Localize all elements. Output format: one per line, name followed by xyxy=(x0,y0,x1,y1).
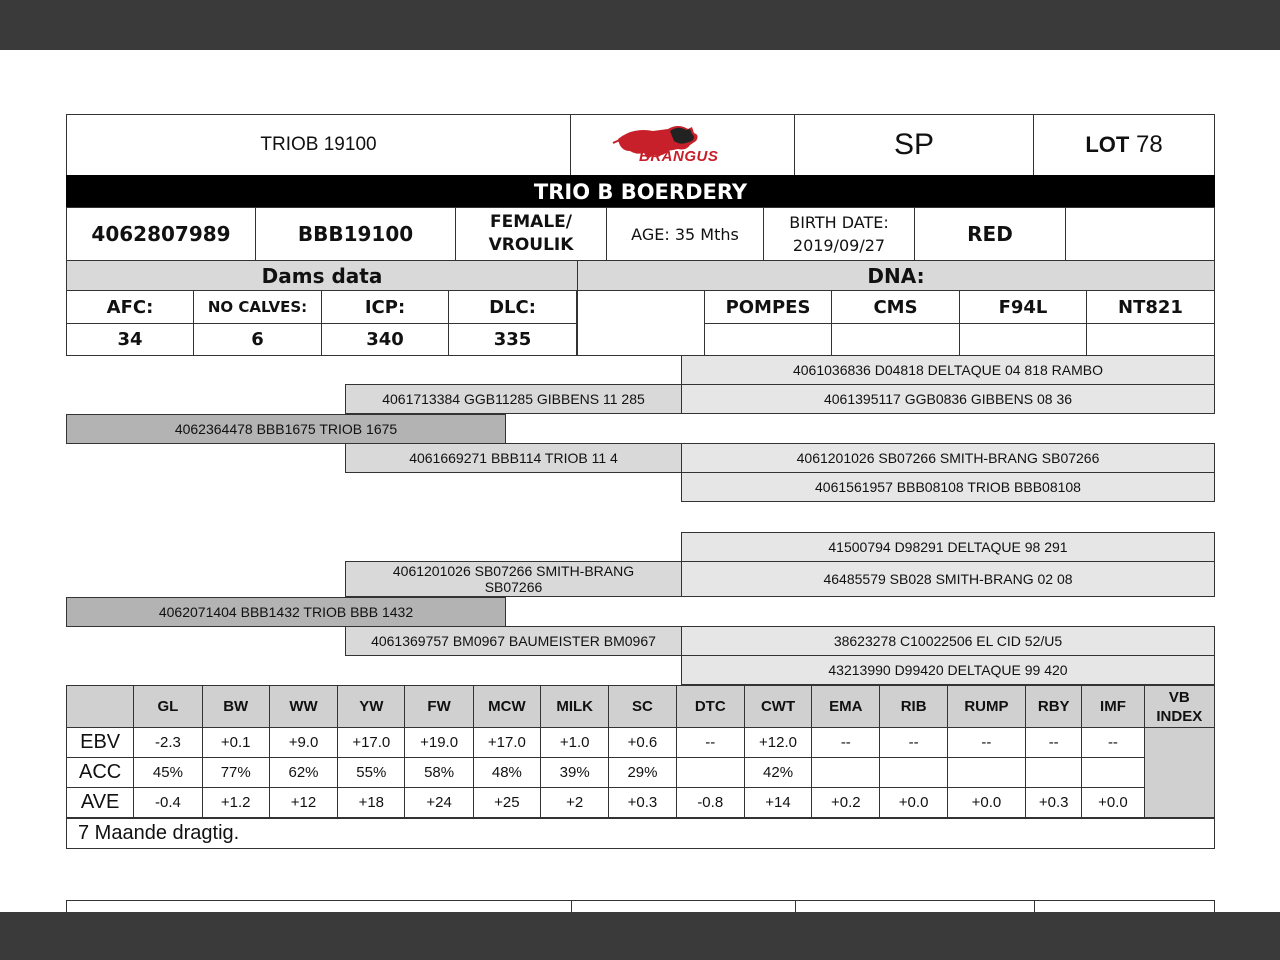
grade: SP xyxy=(794,114,1034,176)
table-cell: 45% xyxy=(134,758,202,788)
dams-value-no-calves: 6 xyxy=(193,323,322,356)
lot-label: LOT xyxy=(1085,132,1130,157)
dams-value-dlc: 335 xyxy=(448,323,577,356)
pedigree-dam-sire: 4061201026 SB07266 SMITH-BRANG SB07266 xyxy=(345,561,682,597)
table-cell: -- xyxy=(947,728,1025,758)
table-cell xyxy=(947,758,1025,788)
table-cell: +0.3 xyxy=(609,788,676,818)
table-cell: -0.4 xyxy=(134,788,202,818)
table-cell: +0.0 xyxy=(880,788,947,818)
table-cell: -0.8 xyxy=(676,788,744,818)
ebv-col-bw: BW xyxy=(202,686,269,728)
ebv-col-yw: YW xyxy=(338,686,405,728)
info-empty-cell xyxy=(1065,207,1215,261)
table-cell: +0.6 xyxy=(609,728,676,758)
remarks-note: 7 Maande dragtig. xyxy=(66,818,1215,849)
brangus-logo xyxy=(570,114,795,176)
table-cell: +1.0 xyxy=(541,728,609,758)
table-cell: +24 xyxy=(405,788,473,818)
pedigree-dam-dam-sire: 38623278 C10022506 EL CID 52/U5 xyxy=(681,626,1215,656)
pedigree-sire-sire-sire: 4061036836 D04818 DELTAQUE 04 818 RAMBO xyxy=(681,355,1215,385)
ebv-col-vb-index: VB INDEX xyxy=(1144,686,1214,728)
table-cell: -- xyxy=(676,728,744,758)
row-label: EBV xyxy=(67,728,134,758)
table-cell: -2.3 xyxy=(134,728,202,758)
ebv-table xyxy=(66,685,1215,818)
table-cell: +18 xyxy=(338,788,405,818)
dams-header-dlc: DLC: xyxy=(448,290,577,324)
table-cell: 48% xyxy=(473,758,540,788)
table-cell: -- xyxy=(1026,728,1082,758)
table-cell xyxy=(812,758,880,788)
lot-box xyxy=(1033,114,1215,176)
breeder-name: TRIO B BOERDERY xyxy=(66,175,1215,208)
pedigree-sire: 4062364478 BBB1675 TRIOB 1675 xyxy=(66,414,506,444)
dna-value-nt821 xyxy=(1086,323,1215,356)
table-cell: 62% xyxy=(269,758,337,788)
pedigree-sire-dam: 4061669271 BBB114 TRIOB 11 4 xyxy=(345,443,682,473)
viewer-top-bar xyxy=(0,0,1280,50)
ebv-header-row xyxy=(67,686,1215,728)
dna-value-cms xyxy=(831,323,960,356)
ebv-row-acc xyxy=(67,758,1215,788)
table-cell: 55% xyxy=(338,758,405,788)
ebv-col-ema: EMA xyxy=(812,686,880,728)
dna-value-f94l xyxy=(959,323,1087,356)
row-label: ACC xyxy=(67,758,134,788)
table-cell: +12 xyxy=(269,788,337,818)
table-cell: +0.2 xyxy=(812,788,880,818)
pedigree-dam-dam-dam: 43213990 D99420 DELTAQUE 99 420 xyxy=(681,655,1215,685)
table-cell: -- xyxy=(1082,728,1144,758)
table-cell: +19.0 xyxy=(405,728,473,758)
dna-title: DNA: xyxy=(577,260,1215,291)
table-cell: +1.2 xyxy=(202,788,269,818)
tag-number: BBB19100 xyxy=(255,207,456,261)
ebv-col-rib: RIB xyxy=(880,686,947,728)
dams-header-no-calves: NO CALVES: xyxy=(193,290,322,324)
dams-data-title: Dams data xyxy=(66,260,578,291)
dams-value-icp: 340 xyxy=(321,323,449,356)
table-cell xyxy=(1026,758,1082,788)
table-cell: +9.0 xyxy=(269,728,337,758)
table-cell: +0.0 xyxy=(947,788,1025,818)
dna-header-pompes: POMPES xyxy=(704,290,832,324)
table-cell: 42% xyxy=(744,758,811,788)
lot-number: 78 xyxy=(1135,131,1163,158)
birth-date: BIRTH DATE: 2019/09/27 xyxy=(763,207,915,261)
dna-header-cms: CMS xyxy=(831,290,960,324)
colour: RED xyxy=(914,207,1066,261)
table-cell: +2 xyxy=(541,788,609,818)
dna-header-f94l: F94L xyxy=(959,290,1087,324)
table-cell: -- xyxy=(880,728,947,758)
registration-number: 4062807989 xyxy=(66,207,256,261)
ebv-col-mcw: MCW xyxy=(473,686,540,728)
table-cell: +12.0 xyxy=(744,728,811,758)
table-cell: 77% xyxy=(202,758,269,788)
table-cell: +17.0 xyxy=(473,728,540,758)
ebv-col-rby: RBY xyxy=(1026,686,1082,728)
dna-value-pompes xyxy=(704,323,832,356)
pedigree-dam-sire-sire: 41500794 D98291 DELTAQUE 98 291 xyxy=(681,532,1215,562)
pedigree-sire-sire-dam: 4061395117 GGB0836 GIBBENS 08 36 xyxy=(681,384,1215,414)
ebv-col-gl: GL xyxy=(134,686,202,728)
pedigree-dam-sire-dam: 46485579 SB028 SMITH-BRANG 02 08 xyxy=(681,561,1215,597)
table-cell: +17.0 xyxy=(338,728,405,758)
dna-header-nt821: NT821 xyxy=(1086,290,1215,324)
ebv-corner-cell xyxy=(67,686,134,728)
ebv-col-fw: FW xyxy=(405,686,473,728)
dams-value-afc: 34 xyxy=(66,323,194,356)
table-cell: -- xyxy=(812,728,880,758)
dams-header-afc: AFC: xyxy=(66,290,194,324)
ebv-col-ww: WW xyxy=(269,686,337,728)
ebv-row-ebv xyxy=(67,728,1215,758)
ebv-col-dtc: DTC xyxy=(676,686,744,728)
vb-index-value xyxy=(1144,728,1214,818)
viewer-bottom-bar xyxy=(0,912,1280,960)
table-cell: +0.0 xyxy=(1082,788,1144,818)
ebv-col-milk: MILK xyxy=(541,686,609,728)
ebv-col-imf: IMF xyxy=(1082,686,1144,728)
table-cell xyxy=(1082,758,1144,788)
pedigree-dam: 4062071404 BBB1432 TRIOB BBB 1432 xyxy=(66,597,506,627)
ebv-row-ave xyxy=(67,788,1215,818)
sex: FEMALE/ VROULIK xyxy=(455,207,607,261)
table-cell xyxy=(880,758,947,788)
age: AGE: 35 Mths xyxy=(606,207,764,261)
pedigree-sire-sire: 4061713384 GGB11285 GIBBENS 11 285 xyxy=(345,384,682,414)
table-cell xyxy=(676,758,744,788)
table-cell: 58% xyxy=(405,758,473,788)
animal-name: TRIOB 19100 xyxy=(66,114,571,176)
table-cell: 39% xyxy=(541,758,609,788)
table-cell: +0.3 xyxy=(1026,788,1082,818)
table-cell: +0.1 xyxy=(202,728,269,758)
next-lot-card-edge xyxy=(66,900,1215,912)
dams-header-icp: ICP: xyxy=(321,290,449,324)
pedigree-sire-dam-dam: 4061561957 BBB08108 TRIOB BBB08108 xyxy=(681,472,1215,502)
brand-text: BRANGUS xyxy=(639,148,719,165)
table-cell: 29% xyxy=(609,758,676,788)
pedigree-sire-dam-sire: 4061201026 SB07266 SMITH-BRANG SB07266 xyxy=(681,443,1215,473)
row-label: AVE xyxy=(67,788,134,818)
table-cell: +25 xyxy=(473,788,540,818)
ebv-col-cwt: CWT xyxy=(744,686,811,728)
ebv-col-sc: SC xyxy=(609,686,676,728)
table-cell: +14 xyxy=(744,788,811,818)
ebv-col-rump: RUMP xyxy=(947,686,1025,728)
pedigree-dam-dam: 4061369757 BM0967 BAUMEISTER BM0967 xyxy=(345,626,682,656)
dna-empty-cell xyxy=(577,290,705,356)
